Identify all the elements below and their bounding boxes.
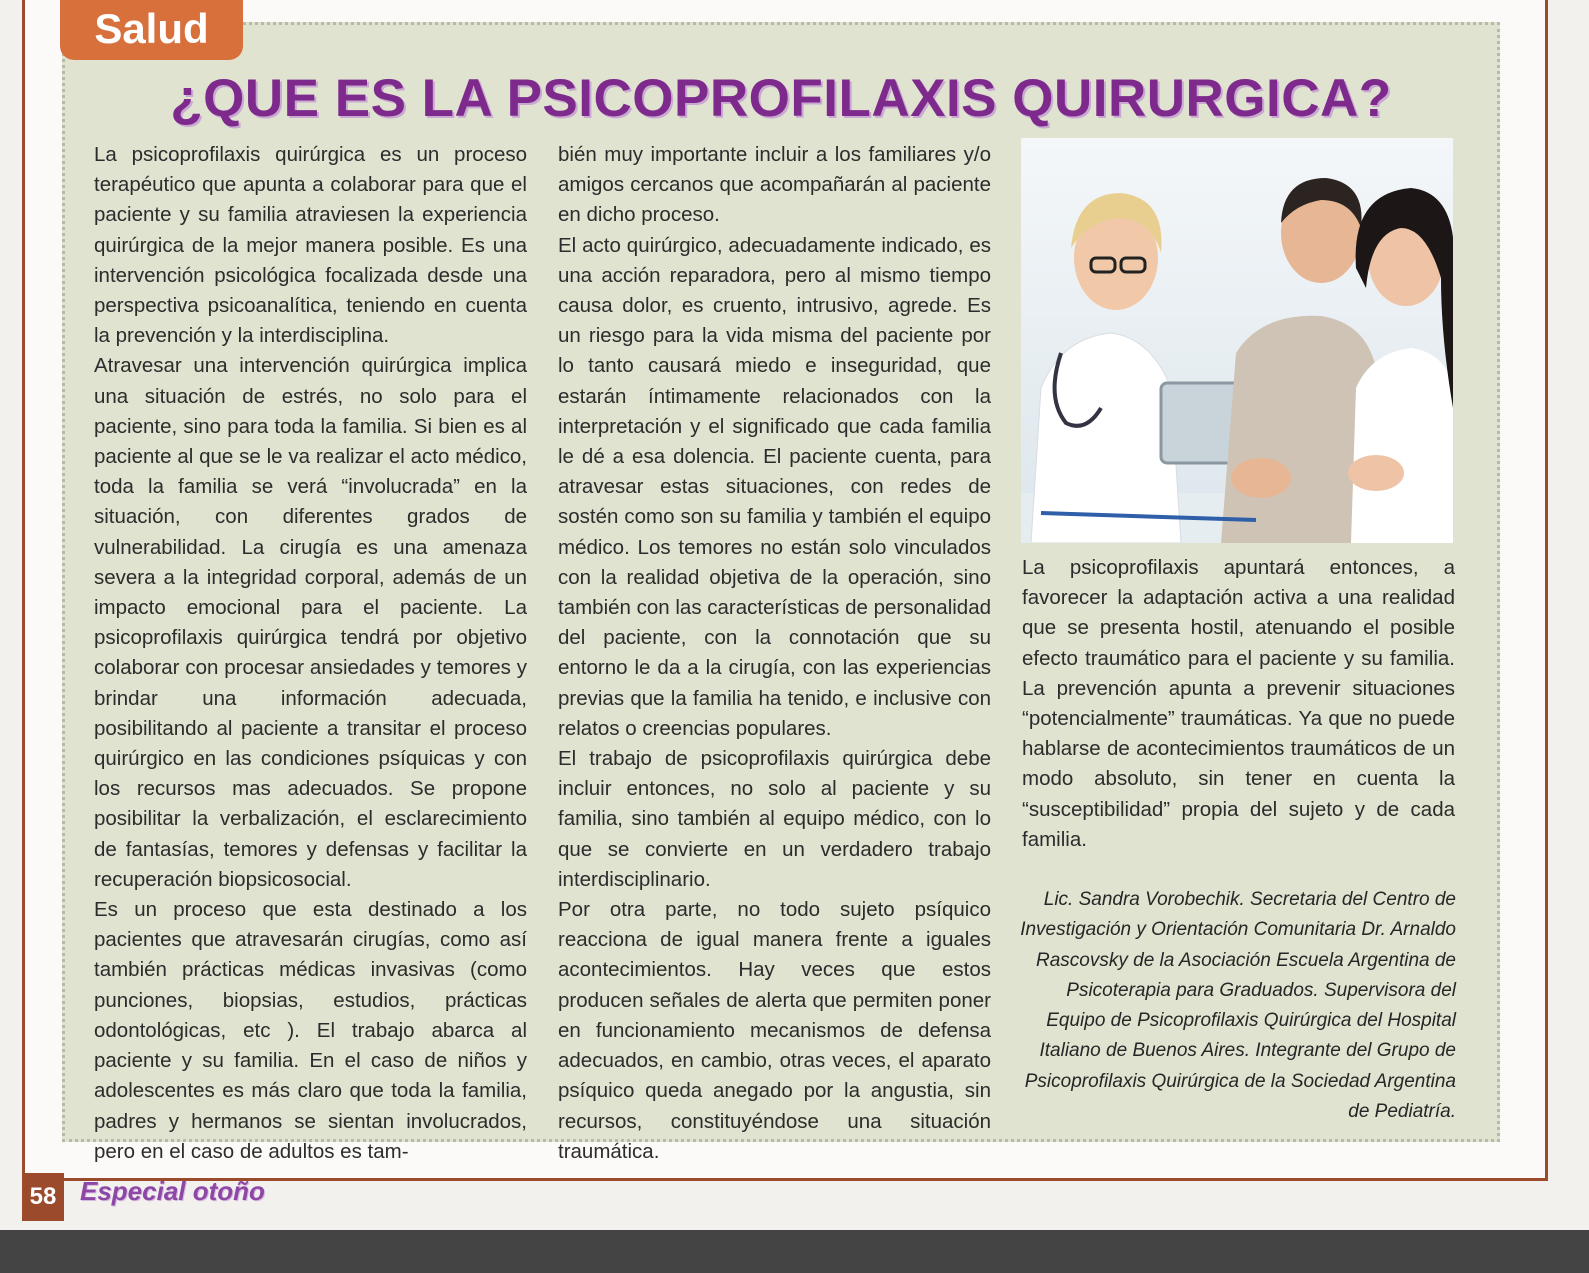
article-column-2: [558, 140, 991, 1167]
author-credit: Lic. Sandra Vorobechik. Secretaria del Centro de Investigación y Orientación Comunitaria Dr. Arnaldo Rascovsky de la Asociación Escuela Argentina de Psicoterapia para Graduados. Supervisora del Equipo de Psicoprofilaxis Quirúrgica del Hospital Italiano de Buenos Aires. Integrante del Grupo de Psicoprofilaxis Quirúrgica de la Sociedad Argentina de Pediatría.: [1020, 889, 1456, 1123]
paragraph: Por otra parte, no todo sujeto psíquico reacciona de igual manera frente a iguales acontecimientos. Hay veces que estos producen señales de alerta que permiten poner en funcionamiento mecanismos de defensa adecuados, en cambio, otras veces, el aparato psíquico queda anegado por la angustia, sin recursos, constituyéndose una situación traumática.: [558, 898, 991, 1163]
article-column-3: [1022, 553, 1455, 855]
article-column-1: [94, 140, 527, 1167]
paragraph: Es un proceso que esta destinado a los pacientes que atravesarán cirugías, como así también prácticas médicas invasivas (como punciones, biopsias, estudios, prácticas odontológicas, etc ). El trabajo abarca al paciente y su familia. En el caso de niños y adolescentes es más claro que toda la familia, padres y hermanos se sientan involucrados, pero en el caso de adultos es tam-: [94, 898, 527, 1163]
article-title: ¿QUE ES LA PSICOPROFILAXIS QUIRURGICA?: [170, 69, 1392, 128]
page-number: 58: [22, 1173, 64, 1221]
photo-illustration-icon: [1021, 138, 1453, 543]
paragraph: La psicoprofilaxis quirúrgica es un proceso terapéutico que apunta a colaborar para que el paciente y su familia atraviesen la experiencia quirúrgica de la mejor manera posible. Es una intervención psicológica focalizada desde una perspectiva psicoanalítica, teniendo en cuenta la prevención y la interdisciplina.: [94, 143, 527, 348]
paragraph: El acto quirúrgico, adecuadamente indicado, es una acción reparadora, pero al mismo tiempo causa dolor, es cruento, intrusivo, agrede. Es un riesgo para la vida misma del paciente por lo tanto causará miedo e inseguridad, que estarán íntimamente relacionados con la interpretación y el significado que cada familia le dé a esa dolencia. El paciente cuenta, para atravesar estas situaciones, con redes de sostén como son su familia y también el equipo médico. Los temores no están solo vinculados con la realidad objetiva de la operación, sino también con las características de personalidad del paciente, con la connotación que su entorno le da a la cirugía, con las experiencias previas que la familia ha tenido, e inclusive con relatos o creencias populares.: [558, 233, 992, 740]
paragraph: El trabajo de psicoprofilaxis quirúrgica debe incluir entonces, no solo al paciente y su familia, sino también al equipo médico, con lo que se convierte en un verdadero trabajo interdisciplinario.: [558, 747, 991, 891]
footer-section-label: Especial otoño: [80, 1176, 265, 1206]
doctor-with-couple-photo: [1021, 138, 1453, 543]
scan-edge: [0, 1230, 1589, 1273]
section-tab: Salud: [60, 0, 243, 60]
paragraph: bién muy importante incluir a los familiares y/o amigos cercanos que acompañarán al paciente en dicho proceso.: [558, 143, 991, 227]
paragraph: Atravesar una intervención quirúrgica implica una situación de estrés, no solo para el paciente, sino para toda la familia. Si bien es al paciente al que se le va realizar el acto médico, toda la familia se verá “involucrada” en la situación, con diferentes grados de vulnerabilidad. La cirugía es una amenaza severa a la integridad corporal, además de un impacto emocional para el paciente. La psicoprofilaxis quirúrgica tendrá por objetivo colaborar con procesar ansiedades y temores y brindar una información adecuada, posibilitando al paciente a transitar el proceso quirúrgico en las condiciones psíquicas y con los recursos mas adecuados. Se propone posibilitar la verbalización, el esclarecimiento de fantasías, temores y defensas y facilitar la recuperación biopsicosocial.: [94, 354, 527, 891]
paragraph: La psicoprofilaxis apuntará entonces, a favorecer la adaptación activa a una realidad que se presenta hostil, atenuando el posible efecto traumático para el paciente y su familia. La prevención apunta a prevenir situaciones “potencialmente” traumáticas. Ya que no puede hablarse de acontecimientos traumáticos de un modo absoluto, sin tener en cuenta la “susceptibilidad” propia del sujeto y de cada familia.: [1022, 556, 1455, 851]
